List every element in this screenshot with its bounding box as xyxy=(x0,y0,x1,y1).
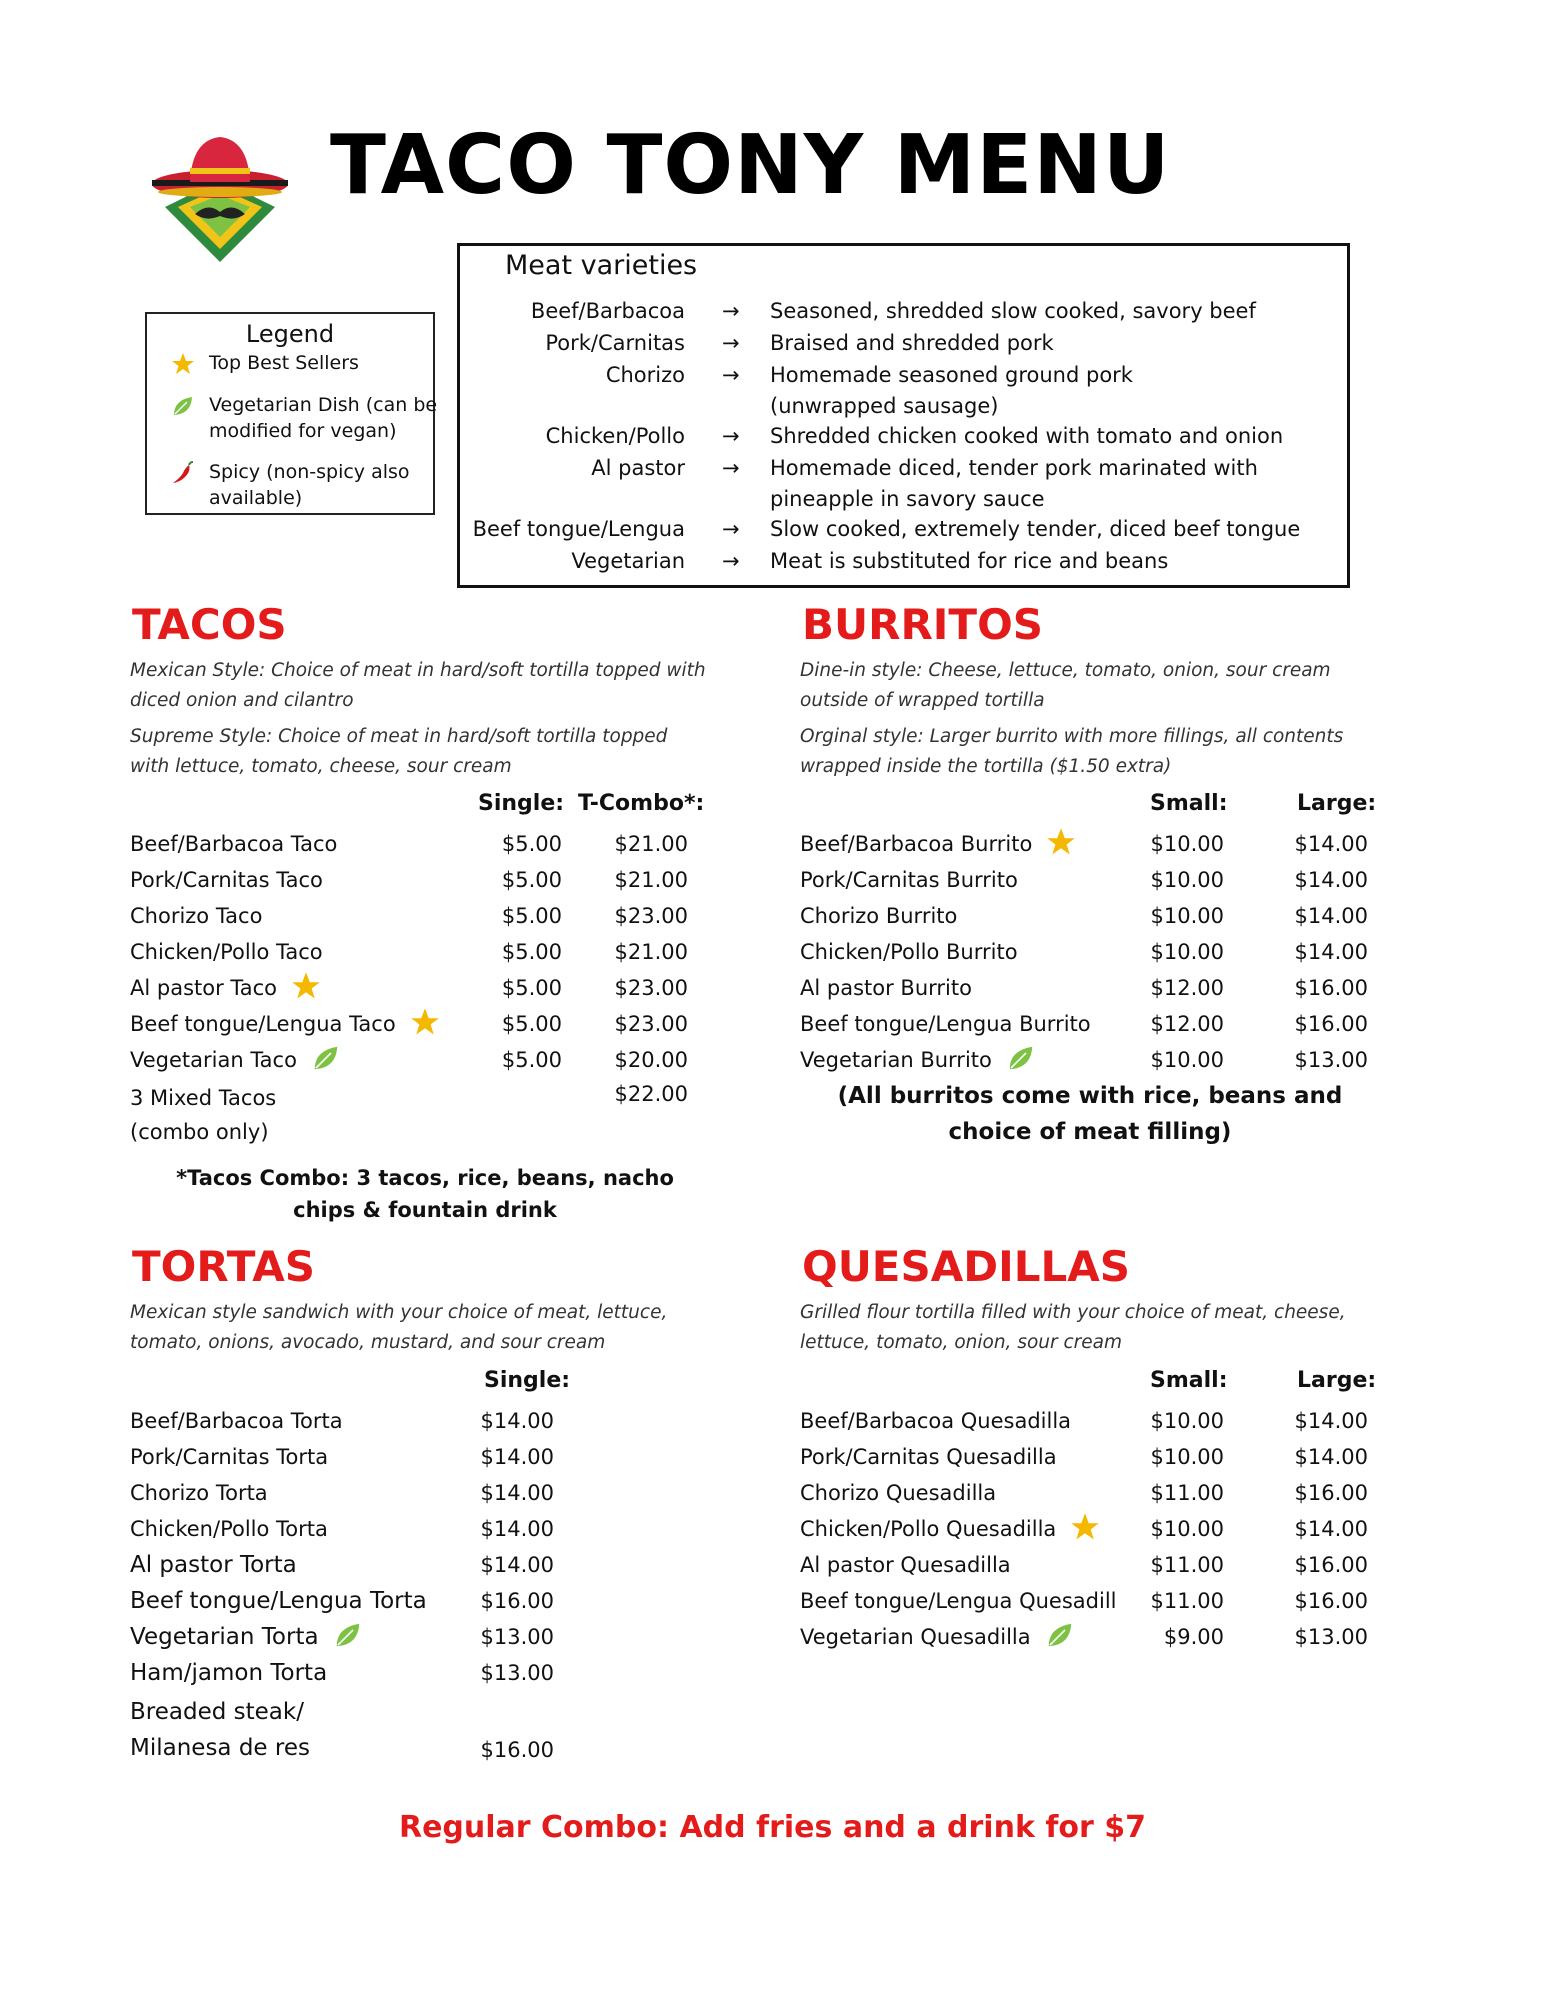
meat-description: Homemade seasoned ground pork (unwrapped sausage) xyxy=(770,363,1133,418)
menu-item-name: Breaded steak/ xyxy=(130,1699,304,1725)
menu-item-name: Chorizo Quesadilla xyxy=(800,1481,997,1505)
star-icon xyxy=(410,1007,440,1037)
section-title: TACOS xyxy=(132,600,287,649)
column-header: Large: xyxy=(1297,1368,1377,1393)
menu-item-name: Pork/Carnitas Quesadilla xyxy=(800,1445,1057,1469)
menu-item-price: $13.00 xyxy=(480,1625,554,1649)
arrow-icon: → xyxy=(722,424,740,448)
star-icon xyxy=(171,352,195,376)
menu-item-price: $21.00 xyxy=(614,832,688,856)
menu-item xyxy=(800,1006,1400,1042)
menu-item xyxy=(130,1439,730,1475)
meat-description: Meat is substituted for rice and beans xyxy=(770,549,1169,573)
section-title: BURRITOS xyxy=(802,600,1044,649)
menu-item-price: $16.00 xyxy=(480,1738,554,1762)
page-title: TACO TONY MENU xyxy=(330,118,1171,213)
meat-name: Chorizo xyxy=(605,363,685,387)
menu-item-price: $5.00 xyxy=(501,1048,562,1072)
menu-item xyxy=(800,898,1400,934)
menu-item-price: $10.00 xyxy=(1150,868,1224,892)
menu-item xyxy=(800,1619,1400,1655)
menu-item xyxy=(130,862,730,898)
menu-item xyxy=(130,1619,730,1655)
menu-item-price: $22.00 xyxy=(614,1082,688,1106)
menu-item-name xyxy=(130,970,321,1006)
column-header: T-Combo*: xyxy=(578,791,705,816)
menu-item-label: Vegetarian Burrito xyxy=(800,1048,992,1072)
section-title: QUESADILLAS xyxy=(802,1242,1131,1291)
sombrero-logo xyxy=(150,132,290,272)
menu-item-price: $11.00 xyxy=(1150,1481,1224,1505)
menu-item xyxy=(800,934,1400,970)
meat-name: Beef tongue/Lengua xyxy=(472,517,685,541)
menu-item-price: $10.00 xyxy=(1150,1517,1224,1541)
burritos-section xyxy=(800,600,1420,1160)
tortas-section xyxy=(130,1242,750,1782)
menu-item-price: $10.00 xyxy=(1150,1445,1224,1469)
menu-item-label: Beef tongue/Lengua Taco xyxy=(130,1012,396,1036)
menu-item-name xyxy=(800,826,1076,862)
menu-item xyxy=(800,1403,1400,1439)
menu-item-label: Chicken/Pollo Quesadilla xyxy=(800,1517,1057,1541)
menu-item-name xyxy=(130,1619,363,1655)
menu-item-name xyxy=(800,1511,1100,1547)
menu-item-price: $10.00 xyxy=(1150,1048,1224,1072)
menu-item xyxy=(800,826,1400,862)
legend-title: Legend xyxy=(245,320,335,348)
arrow-icon: → xyxy=(722,363,740,387)
menu-item-price: $14.00 xyxy=(480,1553,554,1577)
menu-item-price: $16.00 xyxy=(1294,1481,1368,1505)
tacos-section xyxy=(130,600,750,1230)
leaf-icon xyxy=(1006,1043,1036,1073)
menu-item-price: $10.00 xyxy=(1150,1409,1224,1433)
menu-item-name: Milanesa de res xyxy=(130,1735,310,1761)
burritos-note: (All burritos come with rice, beans and choice of meat filling) xyxy=(837,1083,1343,1145)
menu-item-price: $12.00 xyxy=(1150,976,1224,1000)
menu-item-name: Beef/Barbacoa Torta xyxy=(130,1409,343,1433)
meat-description: Slow cooked, extremely tender, diced beef tongue xyxy=(770,517,1301,541)
menu-item-price: $23.00 xyxy=(614,1012,688,1036)
legend-item-label: Vegetarian Dish (can be modified for vegan) xyxy=(209,394,438,442)
menu-item-label: Vegetarian Quesadilla xyxy=(800,1625,1031,1649)
menu-item xyxy=(130,826,730,862)
star-icon xyxy=(1070,1512,1100,1542)
leaf-icon xyxy=(333,1620,363,1650)
menu-item-name: Pork/Carnitas Burrito xyxy=(800,868,1018,892)
menu-item xyxy=(800,1042,1400,1078)
quesadillas-section xyxy=(800,1242,1420,1662)
menu-item xyxy=(800,1547,1400,1583)
legend-item-label: Spicy (non-spicy also available) xyxy=(209,461,410,509)
meat-name: Beef/Barbacoa xyxy=(530,299,685,323)
menu-item xyxy=(130,1042,730,1078)
meat-name: Chicken/Pollo xyxy=(545,424,685,448)
section-description: Grilled flour tortilla filled with your choice of meat, cheese, lettuce, tomato, onion, sour cream xyxy=(800,1302,1346,1353)
meat-name: Pork/Carnitas xyxy=(545,331,685,355)
menu-item-name: Chicken/Pollo Torta xyxy=(130,1517,328,1541)
menu-item xyxy=(130,1547,730,1583)
column-header: Large: xyxy=(1297,791,1377,816)
menu-item-price: $11.00 xyxy=(1150,1553,1224,1577)
menu-item xyxy=(130,1475,730,1511)
menu-item-price: $14.00 xyxy=(1294,1445,1368,1469)
menu-item-price: $5.00 xyxy=(501,868,562,892)
arrow-icon: → xyxy=(722,456,740,480)
menu-item-label: Beef/Barbacoa Burrito xyxy=(800,832,1033,856)
menu-item xyxy=(130,1583,730,1619)
section-description: Supreme Style: Choice of meat in hard/soft tortilla topped with lettuce, tomato, cheese, sour cream xyxy=(130,726,668,777)
menu-item-name: Beef/Barbacoa Quesadilla xyxy=(800,1409,1072,1433)
menu-item-label: Vegetarian Taco xyxy=(130,1048,297,1072)
menu-item-name: Beef tongue/Lengua Torta xyxy=(130,1588,427,1614)
menu-item-price: $13.00 xyxy=(1294,1048,1368,1072)
chili-pepper-icon xyxy=(171,461,195,485)
menu-item-price: $5.00 xyxy=(501,1012,562,1036)
menu-item-name xyxy=(130,1042,341,1078)
menu-item-price: $16.00 xyxy=(1294,1553,1368,1577)
menu-item-price: $20.00 xyxy=(614,1048,688,1072)
column-header: Single: xyxy=(478,791,565,816)
meat-description: Shredded chicken cooked with tomato and onion xyxy=(770,424,1284,448)
section-description: Dine-in style: Cheese, lettuce, tomato, onion, sour cream outside of wrapped tortilla xyxy=(800,660,1331,711)
menu-item-name xyxy=(800,1619,1075,1655)
tacos-combo-note: *Tacos Combo: 3 tacos, rice, beans, nacho chips & fountain drink xyxy=(176,1166,674,1222)
arrow-icon: → xyxy=(722,549,740,573)
menu-item-name: Ham/jamon Torta xyxy=(130,1660,328,1686)
menu-item-name xyxy=(130,1006,440,1042)
menu-item-price: $5.00 xyxy=(501,832,562,856)
meat-description: Homemade diced, tender pork marinated with pineapple in savory sauce xyxy=(770,456,1258,511)
section-description: Mexican Style: Choice of meat in hard/soft tortilla topped with diced onion and cilantro xyxy=(130,660,706,711)
menu-item-price: $23.00 xyxy=(614,976,688,1000)
menu-item-price: $14.00 xyxy=(1294,1409,1368,1433)
menu-item-price: $14.00 xyxy=(480,1517,554,1541)
menu-item-name: Chorizo Torta xyxy=(130,1481,268,1505)
section-title: TORTAS xyxy=(132,1242,315,1291)
menu-item xyxy=(800,1583,1400,1619)
menu-item-name: 3 Mixed Tacos xyxy=(130,1086,277,1110)
meat-varieties-box xyxy=(457,243,1350,588)
arrow-icon: → xyxy=(722,331,740,355)
menu-item-price: $16.00 xyxy=(1294,1589,1368,1613)
menu-item-price: $14.00 xyxy=(480,1409,554,1433)
menu-item-name: Chorizo Taco xyxy=(130,904,263,928)
menu-item-name: Beef/Barbacoa Taco xyxy=(130,832,338,856)
menu-item-price: $14.00 xyxy=(1294,1517,1368,1541)
meat-varieties-title: Meat varieties xyxy=(505,250,698,281)
meat-name: Al pastor xyxy=(591,456,685,480)
menu-item xyxy=(130,1655,730,1691)
menu-item-price: $14.00 xyxy=(1294,940,1368,964)
legend-box xyxy=(145,312,438,515)
meat-name: Vegetarian xyxy=(571,549,685,573)
menu-item-price: $5.00 xyxy=(501,904,562,928)
menu-item xyxy=(130,1511,730,1547)
menu-item-price: $23.00 xyxy=(614,904,688,928)
section-description: Orginal style: Larger burrito with more fillings, all contents wrapped inside the tortilla ($1.50 extra) xyxy=(800,726,1344,777)
meat-description: Braised and shredded pork xyxy=(770,331,1054,355)
menu-item xyxy=(130,898,730,934)
menu-item-price: $13.00 xyxy=(480,1661,554,1685)
menu-item-name: Chorizo Burrito xyxy=(800,904,958,928)
menu-item xyxy=(800,1511,1400,1547)
menu-item-label: Al pastor Taco xyxy=(130,976,278,1000)
menu-item xyxy=(800,862,1400,898)
menu-item xyxy=(130,970,730,1006)
menu-item-price: $10.00 xyxy=(1150,940,1224,964)
leaf-icon xyxy=(311,1043,341,1073)
menu-item-name: Pork/Carnitas Taco xyxy=(130,868,323,892)
menu-item-price: $16.00 xyxy=(1294,976,1368,1000)
menu-item-price: $5.00 xyxy=(501,940,562,964)
leaf-icon xyxy=(1045,1620,1075,1650)
star-icon xyxy=(1046,827,1076,857)
menu-item-name: Pork/Carnitas Torta xyxy=(130,1445,329,1469)
menu-item xyxy=(800,1475,1400,1511)
menu-item-price: $10.00 xyxy=(1150,832,1224,856)
arrow-icon: → xyxy=(722,299,740,323)
menu-item-name: Al pastor Torta xyxy=(130,1552,297,1578)
leaf-icon xyxy=(171,394,195,418)
menu-item-name: Beef tongue/Lengua Quesadill xyxy=(800,1589,1117,1613)
menu-item-price: $14.00 xyxy=(1294,832,1368,856)
column-header: Small: xyxy=(1150,1368,1228,1393)
menu-item-name: Chicken/Pollo Burrito xyxy=(800,940,1018,964)
menu-item-price: $12.00 xyxy=(1150,1012,1224,1036)
menu-item-price: $9.00 xyxy=(1163,1625,1224,1649)
menu-item-price: $16.00 xyxy=(1294,1012,1368,1036)
menu-item-price: $11.00 xyxy=(1150,1589,1224,1613)
section-description: Mexican style sandwich with your choice of meat, lettuce, tomato, onions, avocado, mustard, and sour cream xyxy=(130,1302,668,1353)
arrow-icon: → xyxy=(722,517,740,541)
menu-item xyxy=(800,1439,1400,1475)
menu-item-price: $13.00 xyxy=(1294,1625,1368,1649)
column-header: Single: xyxy=(484,1368,571,1393)
regular-combo-note: Regular Combo: Add fries and a drink for $7 xyxy=(398,1810,1146,1845)
column-header: Small: xyxy=(1150,791,1228,816)
star-icon xyxy=(291,971,321,1001)
menu-item-name: Al pastor Burrito xyxy=(800,976,972,1000)
legend-item-label: Top Best Sellers xyxy=(209,352,359,374)
menu-item-price: $14.00 xyxy=(1294,868,1368,892)
menu-item-price: $5.00 xyxy=(501,976,562,1000)
menu-item-price: $21.00 xyxy=(614,868,688,892)
menu-item-price: $16.00 xyxy=(480,1589,554,1613)
menu-item xyxy=(130,934,730,970)
menu-item xyxy=(130,1403,730,1439)
menu-item xyxy=(130,1080,730,1152)
menu-item-price: $10.00 xyxy=(1150,904,1224,928)
menu-item-price: $14.00 xyxy=(480,1481,554,1505)
menu-item xyxy=(800,970,1400,1006)
menu-item xyxy=(130,1006,730,1042)
menu-item-name: Chicken/Pollo Taco xyxy=(130,940,323,964)
menu-item-name: Al pastor Quesadilla xyxy=(800,1553,1011,1577)
menu-item-label: Vegetarian Torta xyxy=(130,1624,319,1650)
menu-item-name: (combo only) xyxy=(130,1120,269,1144)
menu-item-price: $14.00 xyxy=(480,1445,554,1469)
menu-item xyxy=(130,1694,730,1770)
menu-item-name xyxy=(800,1042,1036,1078)
meat-description: Seasoned, shredded slow cooked, savory beef xyxy=(770,299,1256,323)
menu-item-price: $21.00 xyxy=(614,940,688,964)
menu-item-name: Beef tongue/Lengua Burrito xyxy=(800,1012,1091,1036)
menu-item-price: $14.00 xyxy=(1294,904,1368,928)
